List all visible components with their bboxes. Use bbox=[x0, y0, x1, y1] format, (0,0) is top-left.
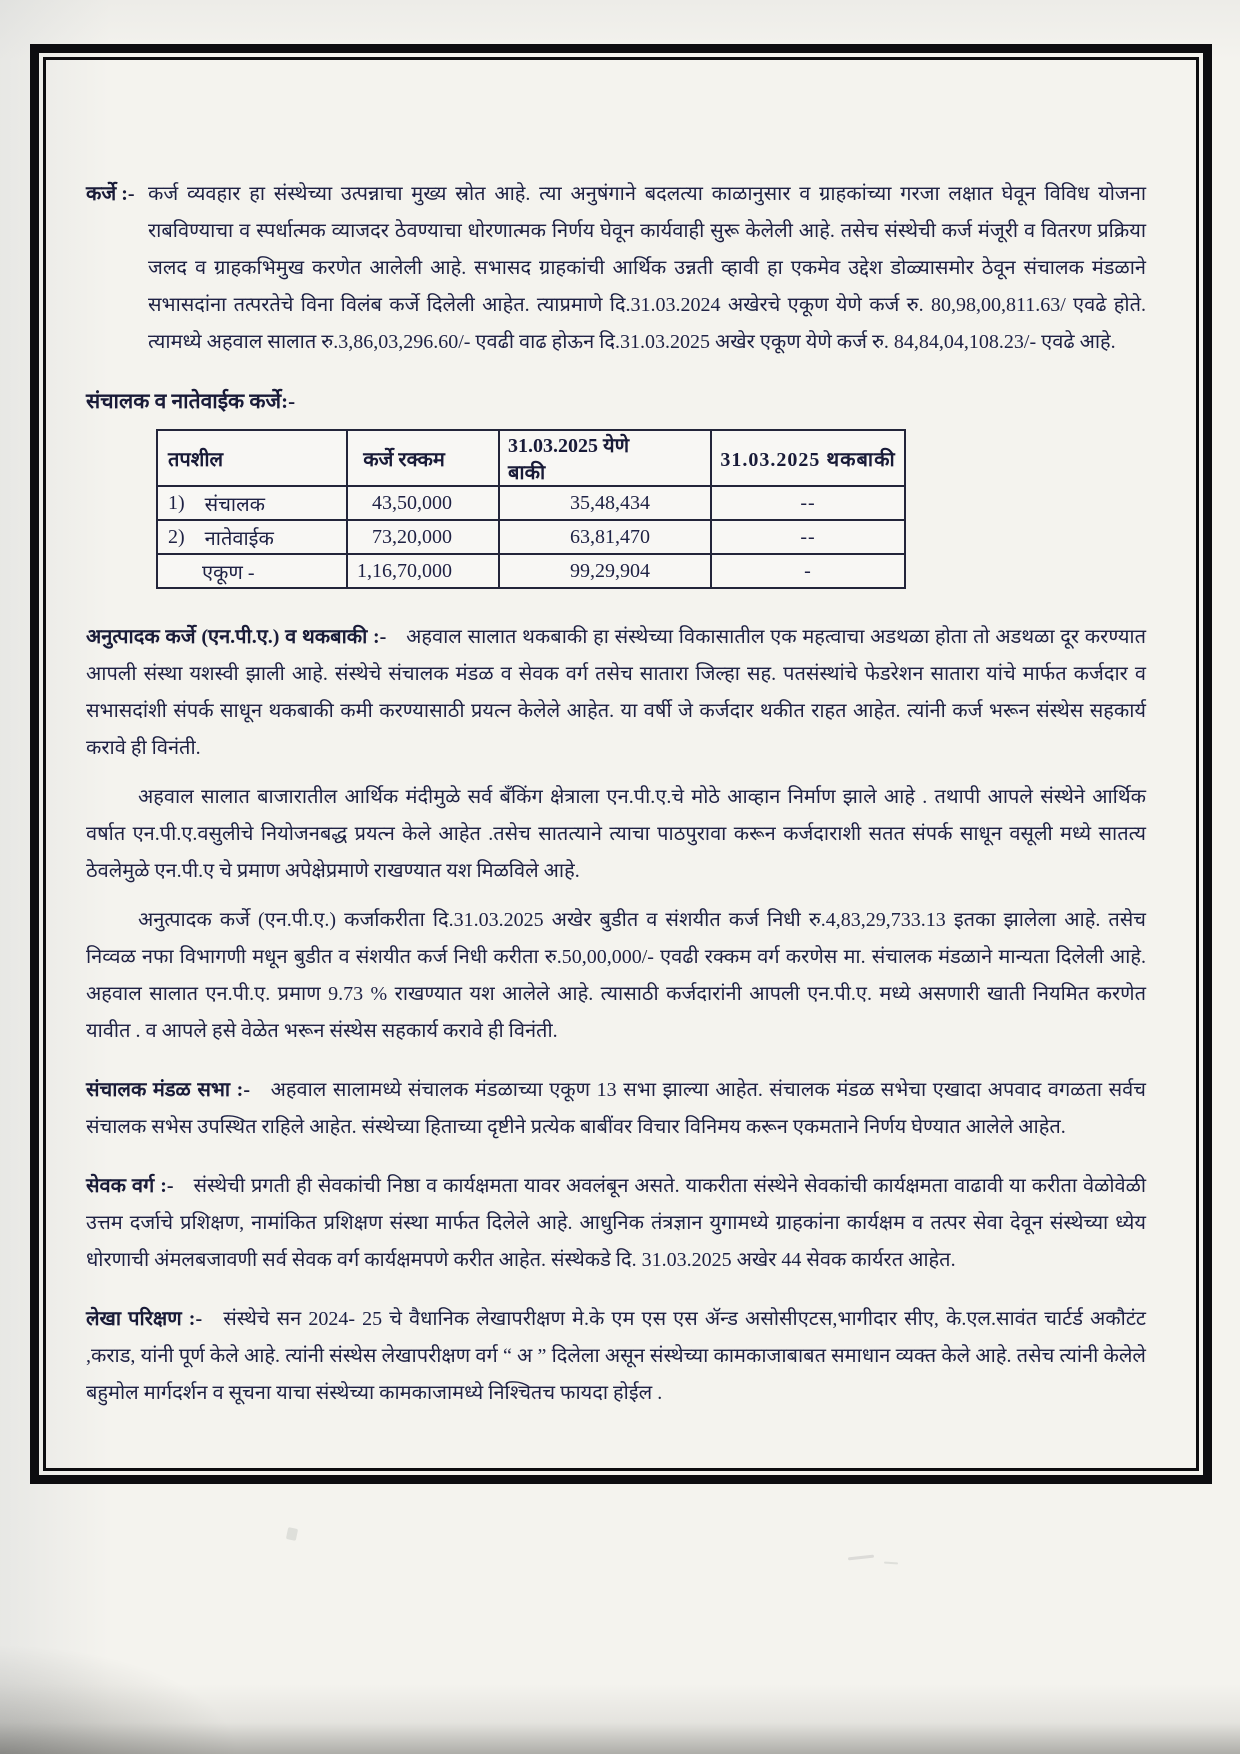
cell-due-balance: 63,81,470 bbox=[500, 519, 712, 553]
audit-paragraph bbox=[86, 1301, 1146, 1412]
director-loans-table bbox=[156, 429, 906, 589]
row-serial: 1) bbox=[168, 491, 185, 514]
npa-paragraph-1 bbox=[86, 619, 1146, 767]
table-row-directors bbox=[158, 485, 904, 519]
header-cell-detail: तपशील bbox=[158, 431, 348, 485]
director-loans-heading: संचालक व नातेवाईक कर्जे:- bbox=[86, 389, 296, 413]
section-staff bbox=[86, 1168, 1146, 1279]
cell-overdue: - bbox=[712, 553, 904, 587]
section-npa bbox=[86, 619, 1146, 1050]
row-name: एकूण - bbox=[202, 561, 255, 584]
section-audit bbox=[86, 1301, 1146, 1412]
cell-loan-amount: 1,16,70,000 bbox=[348, 553, 500, 587]
staff-text: संस्थेची प्रगती ही सेवकांची निष्ठा व कार्यक्षमता यावर अवलंबून असते. याकरीता संस्थेने सेवकांची कार्यक्षमता वाढावी या करीता वेळोवेळी उत्तम दर्जाचे प्रशिक्षण, नामांकित प्रशिक्षण संस्था मार्फत दिलेले आहे. आधुनिक तंत्रज्ञान युगामध्ये ग्राहकांना कार्यक्षम व तत्पर सेवा देवून संस्थेच्या ध्येय धोरणाची अंमलबजावणी सर्व सेवक वर्ग कार्यक्षमपणे करीत आहेत. संस्थेकडे दि. 31.03.2025 अखेर 44 सेवक कार्यरत आहेत. bbox=[86, 1175, 1147, 1271]
table-row-total bbox=[158, 553, 904, 587]
table-row-relatives bbox=[158, 519, 904, 553]
npa-paragraph-2: अहवाल सालात बाजारातील आर्थिक मंदीमुळे सर्व बँकिंग क्षेत्राला एन.पी.ए.चे मोठे आव्हान निर्माण झाले आहे . तथापी आपले संस्थेने आर्थिक वर्षात एन.पी.ए.वसुलीचे नियोजनबद्ध प्रयत्न केले आहेत .तसेच सातत्याने त्याचा पाठपुरावा करून कर्जदाराशी सतत संपर्क साधून वसूली मध्ये सातत्य ठेवलेमुळे एन.पी.ए चे प्रमाण अपेक्षेप्रमाणे राखण्यात यश मिळविले आहे. bbox=[86, 786, 1146, 882]
cell-detail bbox=[158, 553, 348, 587]
cell-detail bbox=[158, 519, 348, 553]
cell-overdue: -- bbox=[712, 519, 904, 553]
staff-paragraph bbox=[86, 1168, 1146, 1279]
scan-artifact bbox=[848, 1555, 874, 1561]
header-cell-loan-amount: कर्जे रक्कम bbox=[348, 431, 500, 485]
cell-detail bbox=[158, 485, 348, 519]
scan-artifact bbox=[286, 1527, 298, 1541]
cell-loan-amount: 43,50,000 bbox=[348, 485, 500, 519]
cell-due-balance: 35,48,434 bbox=[500, 485, 712, 519]
board-meetings-text: अहवाल सालामध्ये संचालक मंडळाच्या एकूण 13 सभा झाल्या आहेत. संचालक मंडळ सभेचा एखादा अपवाद वगळता सर्वच संचालक सभेस उपस्थित राहिले आहेत. संस्थेच्या हिताच्या दृष्टीने प्रत्येक बाबींवर विचार विनिमय करून एकमताने निर्णय घेण्यात आलेले आहेत. bbox=[86, 1079, 1146, 1138]
cell-loan-amount: 73,20,000 bbox=[348, 519, 500, 553]
row-name: संचालक bbox=[204, 493, 265, 516]
section-board-meetings bbox=[86, 1072, 1146, 1146]
section-loans bbox=[86, 176, 1146, 361]
npa-paragraph-3: अनुत्पादक कर्जे (एन.पी.ए.) कर्जाकरीता दि.31.03.2025 अखेर बुडीत व संशयीत कर्ज निधी रु.4,83,29,733.13 इतका झालेला आहे. तसेच निव्वळ नफा विभागणी मधून बुडीत व संशयीत कर्ज निधी करीता रु.50,00,000/- एवढी रक्कम वर्ग करणेस मा. संचालक मंडळाने मान्यता दिलेली आहे. अहवाल सालात एन.पी.ए. प्रमाण 9.73 % राखण्यात यश आलेले आहे. त्यासाठी कर्जदारांनी आपली एन.पी.ए. मध्ये असणारी खाती नियमित करणेत यावीत . व आपले हसे वेळेत भरून संस्थेस सहकार्य करावे ही विनंती. bbox=[86, 909, 1146, 1042]
page-border-frame bbox=[30, 44, 1212, 1484]
header-cell-overdue: 31.03.2025 थकबाकी bbox=[720, 448, 896, 471]
staff-label: सेवक वर्ग :- bbox=[86, 1175, 174, 1197]
cell-due-balance: 99,29,904 bbox=[500, 553, 712, 587]
scan-artifact bbox=[884, 1562, 898, 1565]
npa-paragraph-1-text: अहवाल सालात थकबाकी हा संस्थेच्या विकासातील एक महत्वाचा अडथळा होता तो अडथळा दूर करण्यात आपली संस्था यशस्वी झाली आहे. संस्थेचे संचालक मंडळ व सेवक वर्ग तसेच सातारा जिल्हा सह. पतसंस्थांचे फेडरेशन सातारा यांचे मार्फत कर्जदार व सभासदांशी संपर्क साधून थकबाकी कमी करण्यासाठी प्रयत्न केलेले आहेत. या वर्षी जे कर्जदार थकीत राहत आहेत. त्यांनी कर्ज भरून संस्थेस सहकार्य करावे ही विनंती. bbox=[86, 626, 1147, 759]
audit-text: संस्थेचे सन 2024- 25 चे वैधानिक लेखापरीक्षण मे.के एम एस एस ॲन्ड असोसीएटस,भागीदार सीए, के.एल.सावंत चार्टर्ड अकौटंट ,कराड, यांनी पूर्ण केले आहे. त्यांनी संस्थेस लेखापरीक्षण वर्ग “ अ ” दिलेला असून संस्थेच्या कामकाजाबाबत समाधान व्यक्त केले आहे. तसेच त्यांनी केलेले बहुमोल मार्गदर्शन व सूचना याचा संस्थेच्या कामकाजामध्ये निश्चितच फायदा होईल . bbox=[86, 1308, 1146, 1404]
loans-section-label: कर्जे :- bbox=[86, 183, 135, 205]
npa-section-label: अनुत्पादक कर्जे (एन.पी.ए.) व थकबाकी :- bbox=[86, 626, 387, 648]
row-serial: 2) bbox=[168, 525, 185, 548]
board-meetings-paragraph bbox=[86, 1072, 1146, 1146]
loans-paragraph: कर्ज व्यवहार हा संस्थेच्या उत्पन्नाचा मुख्य स्रोत आहे. त्या अनुषंगाने बदलत्या काळानुसार व ग्राहकांच्या गरजा लक्षात घेवून विविध योजना राबविण्याचा व स्पर्धात्मक व्याजदर ठेवण्याचा धोरणात्मक निर्णय घेवून कार्यवाही सुरू केलेली आहे. तसेच संस्थेची कर्ज मंजूरी व वितरण प्रक्रिया जलद व ग्राहकभिमुख करणेत आलेली आहे. सभासद ग्राहकांची आर्थिक उन्नती व्हावी हा एकमेव उद्देश डोळ्यासमोर ठेवून संचालक मंडळाने सभासदांना तत्परतेचे विना विलंब कर्जे दिलेली आहेत. त्याप्रमाणे दि.31.03.2024 अखेरचे एकूण येणे कर्ज रु. 80,98,00,811.63/ एवढे होते. त्यामध्ये अहवाल सालात रु.3,86,03,296.60/- एवढी वाढ होऊन दि.31.03.2025 अखेर एकूण येणे कर्ज रु. 84,84,04,108.23/- एवढे आहे. bbox=[148, 183, 1146, 353]
audit-label: लेखा परिक्षण :- bbox=[86, 1308, 203, 1330]
board-meetings-label: संचालक मंडळ सभा :- bbox=[86, 1079, 250, 1101]
table-header-row bbox=[158, 431, 904, 485]
header-cell-due-balance: 31.03.2025 येणे बाकी bbox=[500, 431, 712, 485]
row-name: नातेवाईक bbox=[204, 527, 274, 550]
cell-overdue: -- bbox=[712, 485, 904, 519]
page-border-inner bbox=[43, 57, 1199, 1471]
